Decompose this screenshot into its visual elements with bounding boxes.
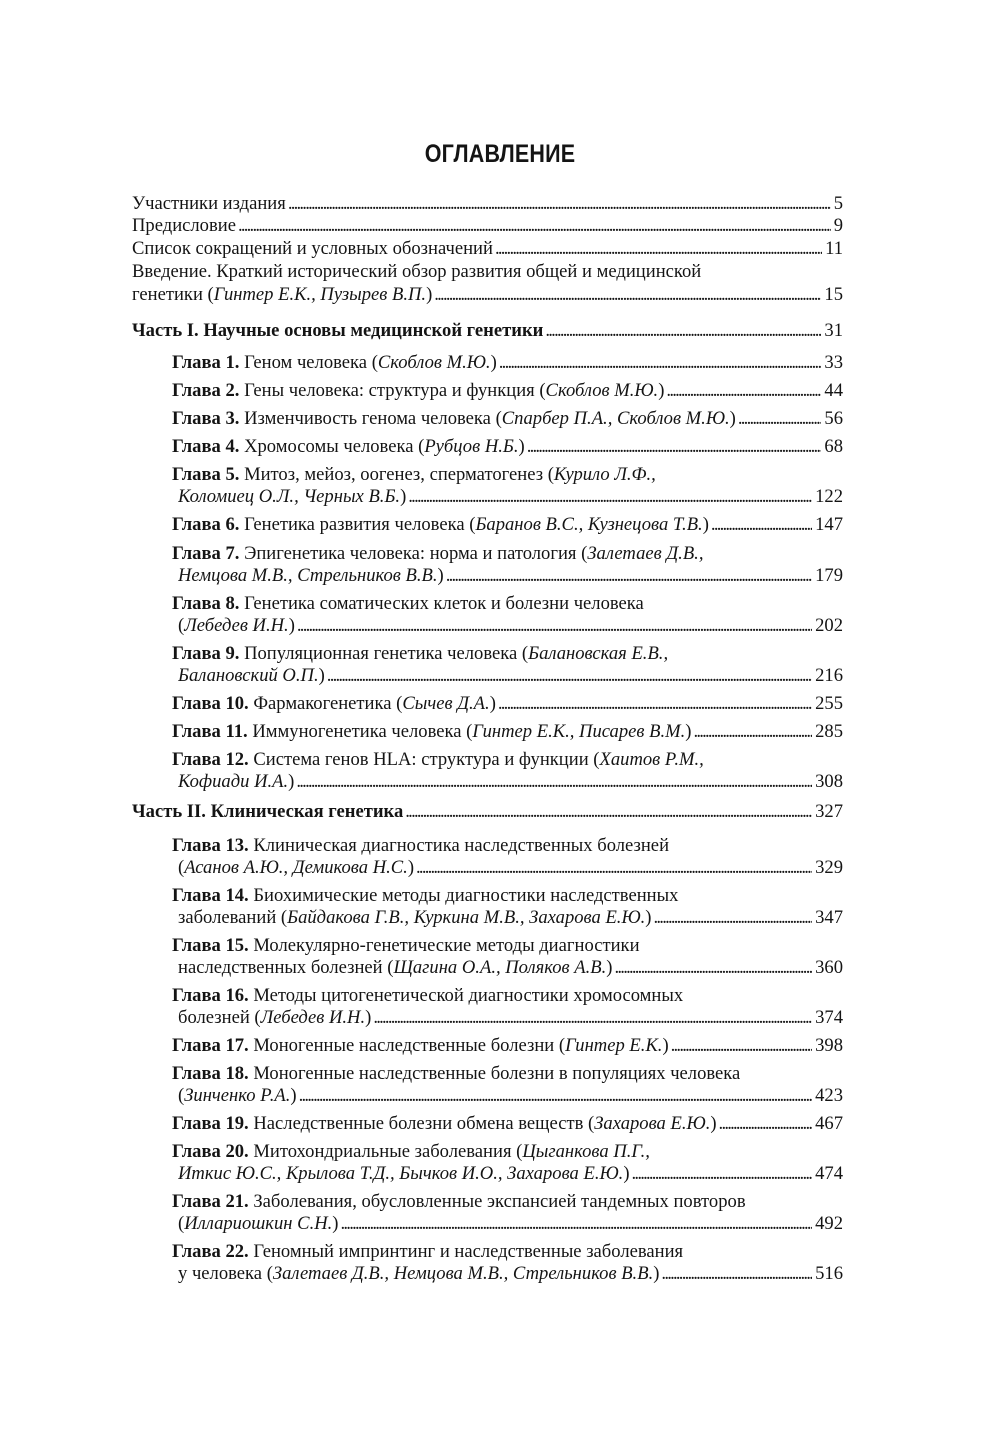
toc-part-1[interactable] (132, 320, 843, 342)
page-number: 347 (815, 907, 843, 928)
entry-authors: Балановский О.П. (178, 665, 319, 686)
leader-dots (446, 565, 812, 587)
toc-chapter-2[interactable]: Глава 2. Гены человека: структура и функция (Скоблов М.Ю.) . . . 44 (172, 380, 843, 402)
entry-authors: Иллариошкин С.Н. (184, 1213, 333, 1234)
page-title: ОГЛАВЛЕНИЕ (424, 140, 576, 168)
chapter-label: Глава 11. (172, 721, 248, 742)
entry-text: Введение. Краткий исторический обзор развития общей и медицинской (132, 261, 702, 282)
leader-dots (299, 1085, 813, 1107)
toc-chapter-9-cont[interactable]: Балановский О.П.) . . . 216 (178, 665, 843, 687)
chapter-label: Глава 19. (172, 1113, 249, 1134)
page-number: 398 (815, 1035, 843, 1056)
leader-dots (545, 320, 821, 342)
leader-dots (666, 380, 821, 402)
chapter-label: Глава 6. (172, 514, 240, 535)
toc-chapter-4[interactable]: Глава 4. Хромосомы человека (Рубцов Н.Б.) . . . 68 (172, 436, 843, 458)
entry-authors: Гинтер Е.К. (565, 1035, 663, 1056)
toc-chapter-5[interactable]: Глава 5. Митоз, мейоз, оогенез, сперматогенез (Курило Л.Ф., (172, 464, 656, 485)
leader-dots (654, 907, 813, 929)
page-number: 33 (824, 352, 843, 373)
leader-dots (405, 801, 812, 823)
toc-entry-introduction-cont[interactable] (132, 284, 843, 306)
page-number: 15 (824, 284, 843, 305)
leader-dots (499, 352, 822, 374)
leader-dots (341, 1213, 813, 1235)
part-label: Часть II. Клиническая генетика (132, 801, 404, 822)
entry-text: Список сокращений и условных обозначений (132, 238, 493, 259)
page-number: 374 (815, 1007, 843, 1028)
chapter-label: Глава 16. (172, 985, 249, 1006)
entry-authors: Скоблов М.Ю. (377, 352, 491, 373)
leader-dots (495, 238, 822, 260)
part-label: Часть I. Научные основы медицинской генетики (132, 320, 544, 341)
toc-chapter-20-cont[interactable]: Иткис Ю.С., Крылова Т.Д., Бычков И.О., Захарова Е.Ю.) . . . 474 (178, 1163, 843, 1185)
page-number: 68 (824, 436, 843, 457)
entry-authors: Коломиец О.Л., Черных В.Б. (178, 486, 401, 507)
chapter-label: Глава 22. (172, 1241, 249, 1262)
toc-chapter-9[interactable]: Глава 9. Популяционная генетика человека (Балановская Е.В., (172, 643, 669, 664)
entry-authors: Спарбер П.А., Скоблов М.Ю. (501, 408, 730, 429)
leader-dots (615, 957, 813, 979)
chapter-label: Глава 5. (172, 464, 240, 485)
toc-chapter-15-cont[interactable]: наследственных болезней (Щагина О.А., Поляков А.В.) . . . 360 (178, 957, 843, 979)
entry-text: генетики (Гинтер Е.К., Пузырев В.П.) (132, 284, 433, 305)
chapter-label: Глава 17. (172, 1035, 249, 1056)
entry-authors: Залетаев Д.В., (587, 543, 704, 564)
entry-authors: Цыганкова П.Г., (522, 1141, 650, 1162)
toc-chapter-20[interactable]: Глава 20. Митохондриальные заболевания (Цыганкова П.Г., (172, 1141, 650, 1162)
chapter-label: Глава 3. (172, 408, 240, 429)
toc-chapter-22[interactable]: Глава 22. Геномный импринтинг и наследственные заболевания (172, 1241, 684, 1262)
page-number: 467 (815, 1113, 843, 1134)
toc-chapter-18-cont[interactable]: (Зинченко Р.А.) . . . 423 (178, 1085, 843, 1107)
entry-authors: Иткис Ю.С., Крылова Т.Д., Бычков И.О., Захарова Е.Ю. (178, 1163, 624, 1184)
chapter-label: Глава 4. (172, 436, 240, 457)
leader-dots (297, 615, 812, 637)
toc-chapter-8-cont[interactable]: (Лебедев И.Н.) . . . 202 (178, 615, 843, 637)
entry-authors: Захарова Е.Ю. (594, 1113, 711, 1134)
entry-authors: Сычев Д.А. (402, 693, 490, 714)
leader-dots (671, 1035, 812, 1057)
leader-dots (719, 1113, 813, 1135)
page-number: 44 (824, 380, 843, 401)
chapter-label: Глава 20. (172, 1141, 249, 1162)
page-number: 31 (824, 320, 843, 341)
entry-authors: Курило Л.Ф., (553, 464, 656, 485)
leader-dots (738, 408, 822, 430)
entry-authors: Баранов В.С., Кузнецова Т.В. (475, 514, 703, 535)
entry-authors: Хаитов Р.М., (599, 749, 704, 770)
page-number: 327 (815, 801, 843, 822)
toc-chapter-10[interactable]: Глава 10. Фармакогенетика (Сычев Д.А.) . . . 255 (172, 693, 843, 715)
toc-chapter-1[interactable]: Глава 1. Геном человека (Скоблов М.Ю.) . . . 33 (172, 352, 843, 374)
entry-text: Участники издания (132, 193, 286, 214)
toc-chapter-7-cont[interactable]: Немцова М.В., Стрельников В.В.) . . . 179 (178, 565, 843, 587)
leader-dots (238, 215, 831, 237)
toc-chapter-11[interactable]: Глава 11. Иммуногенетика человека (Гинтер Е.К., Писарев В.М.) . . . 285 (172, 721, 843, 743)
toc-entry-introduction[interactable] (132, 261, 843, 283)
page-number: 9 (833, 215, 843, 236)
toc-chapter-16-cont[interactable]: болезней (Лебедев И.Н.) . . . 374 (178, 1007, 843, 1029)
entry-authors: Зинченко Р.А. (184, 1085, 291, 1106)
leader-dots (408, 486, 812, 508)
page-number: 329 (815, 857, 843, 878)
chapter-label: Глава 1. (172, 352, 240, 373)
entry-authors: Асанов А.Ю., Демикова Н.С. (184, 857, 408, 878)
page-number: 147 (815, 514, 843, 535)
toc-chapter-22-cont[interactable]: у человека (Залетаев Д.В., Немцова М.В., Стрельников В.В.) . . . 516 (178, 1263, 843, 1285)
leader-dots (498, 693, 812, 715)
toc-chapter-21[interactable]: Глава 21. Заболевания, обусловленные экспансией тандемных повторов (172, 1191, 746, 1212)
chapter-label: Глава 2. (172, 380, 240, 401)
leader-dots (434, 284, 821, 306)
page-number: 56 (824, 408, 843, 429)
toc-part-2[interactable] (132, 801, 843, 823)
page-number: 5 (833, 193, 843, 214)
toc-chapter-14[interactable]: Глава 14. Биохимические методы диагностики наследственных (172, 885, 679, 906)
toc-chapter-7[interactable]: Глава 7. Эпигенетика человека: норма и патология (Залетаев Д.В., (172, 543, 704, 564)
leader-dots (632, 1163, 813, 1185)
leader-dots (661, 1263, 812, 1285)
chapter-label: Глава 14. (172, 885, 249, 906)
toc-chapter-5-cont[interactable]: Коломиец О.Л., Черных В.Б.) . . . 122 (178, 486, 843, 508)
page-number: 255 (815, 693, 843, 714)
chapter-label: Глава 8. (172, 593, 240, 614)
leader-dots (327, 665, 812, 687)
entry-authors: Гинтер Е.К., Пузырев В.П. (213, 284, 427, 305)
entry-authors: Лебедев И.Н. (184, 615, 289, 636)
chapter-label: Глава 13. (172, 835, 249, 856)
page-number: 360 (815, 957, 843, 978)
page-number: 474 (815, 1163, 843, 1184)
toc-chapter-21-cont[interactable]: (Иллариошкин С.Н.) . . . 492 (178, 1213, 843, 1235)
entry-authors: Байдакова Г.В., Куркина М.В., Захарова Е.Ю. (287, 907, 646, 928)
chapter-label: Глава 7. (172, 543, 240, 564)
toc-entry-preface[interactable] (132, 215, 843, 237)
toc-entry-abbreviations[interactable] (132, 238, 843, 260)
toc-chapter-13[interactable]: Глава 13. Клиническая диагностика наследственных болезней (172, 835, 670, 856)
toc-chapter-17[interactable]: Глава 17. Моногенные наследственные болезни (Гинтер Е.К.) . . . 398 (172, 1035, 843, 1057)
page-number: 516 (815, 1263, 843, 1284)
chapter-label: Глава 9. (172, 643, 240, 664)
toc-chapter-3[interactable]: Глава 3. Изменчивость генома человека (Спарбер П.А., Скоблов М.Ю.) . . . 56 (172, 408, 843, 430)
entry-authors: Щагина О.А., Поляков А.В. (393, 957, 607, 978)
leader-dots (288, 193, 831, 215)
toc-chapter-8[interactable]: Глава 8. Генетика соматических клеток и болезни человека (172, 593, 644, 614)
page-number: 11 (825, 238, 843, 259)
leader-dots (373, 1007, 812, 1029)
page-number: 179 (815, 565, 843, 586)
entry-authors: Немцова М.В., Стрельников В.В. (178, 565, 438, 586)
toc-chapter-15[interactable]: Глава 15. Молекулярно-генетические методы диагностики (172, 935, 640, 956)
toc-chapter-19[interactable]: Глава 19. Наследственные болезни обмена веществ (Захарова Е.Ю.) . . . 467 (172, 1113, 843, 1135)
page-number: 285 (815, 721, 843, 742)
toc-entry-contributors[interactable] (132, 193, 843, 215)
entry-authors: Скоблов М.Ю. (545, 380, 659, 401)
toc-chapter-16[interactable]: Глава 16. Методы цитогенетической диагностики хромосомных (172, 985, 684, 1006)
entry-authors: Гинтер Е.К., Писарев В.М. (472, 721, 686, 742)
entry-authors: Кофиади И.А. (178, 771, 289, 792)
leader-dots (693, 721, 812, 743)
entry-authors: Лебедев И.Н. (260, 1007, 366, 1028)
toc-chapter-12-cont[interactable]: Кофиади И.А.) . . . 308 (178, 771, 843, 793)
entry-authors: Балановская Е.В., (528, 643, 669, 664)
chapter-label: Глава 12. (172, 749, 249, 770)
page-number: 202 (815, 615, 843, 636)
chapter-label: Глава 21. (172, 1191, 249, 1212)
leader-dots (416, 857, 812, 879)
entry-authors: Рубцов Н.Б. (424, 436, 519, 457)
leader-dots (296, 771, 812, 793)
chapter-label: Глава 10. (172, 693, 249, 714)
entry-authors: Залетаев Д.В., Немцова М.В., Стрельников В.В. (272, 1263, 654, 1284)
toc-chapter-14-cont[interactable]: заболеваний (Байдакова Г.В., Куркина М.В., Захарова Е.Ю.) . . . 347 (178, 907, 843, 929)
page-number: 308 (815, 771, 843, 792)
toc-chapter-12[interactable]: Глава 12. Система генов HLA: структура и функции (Хаитов Р.М., (172, 749, 704, 770)
chapter-label: Глава 18. (172, 1063, 249, 1084)
page-number: 492 (815, 1213, 843, 1234)
toc-chapter-18[interactable]: Глава 18. Моногенные наследственные болезни в популяциях человека (172, 1063, 741, 1084)
page-number: 122 (815, 486, 843, 507)
page-number: 216 (815, 665, 843, 686)
leader-dots (711, 514, 812, 536)
toc-chapter-13-cont[interactable]: (Асанов А.Ю., Демикова Н.С.) . . . 329 (178, 857, 843, 879)
toc-chapter-6[interactable]: Глава 6. Генетика развития человека (Баранов В.С., Кузнецова Т.В.) . . . 147 (172, 514, 843, 536)
chapter-label: Глава 15. (172, 935, 249, 956)
leader-dots (527, 436, 822, 458)
entry-text: Предисловие (132, 215, 236, 236)
page-number: 423 (815, 1085, 843, 1106)
